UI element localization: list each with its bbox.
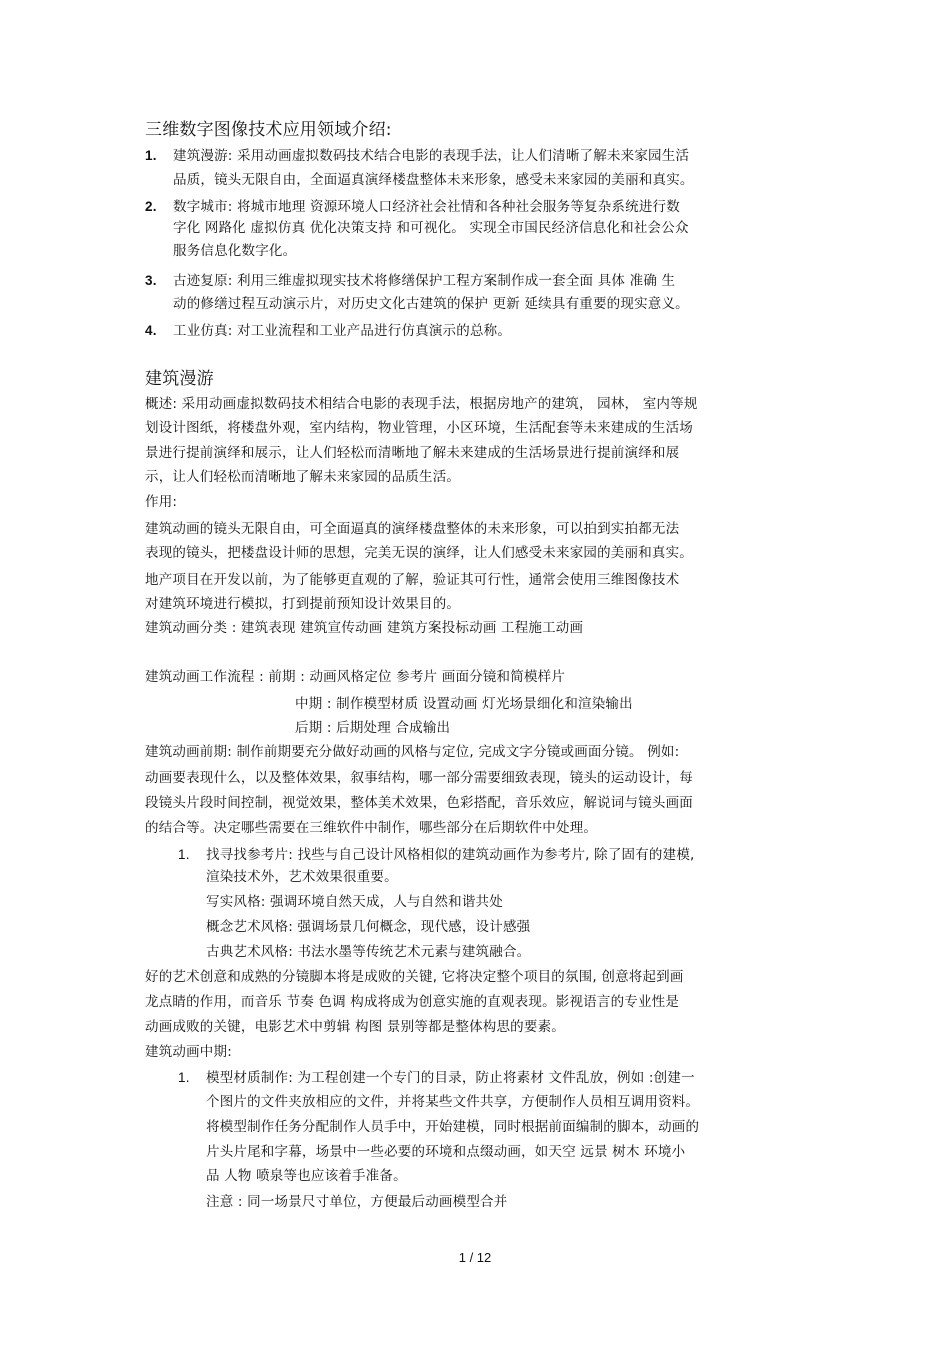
- list-item-line: 动的修缮过程互动演示片，对历史文化古建筑的保护 更新 延续具有重要的现实意义。: [173, 296, 689, 312]
- ref-item-line: 找寻找参考片: 找些与自己设计风格相似的建筑动画作为参考片, 除了固有的建模,: [206, 847, 695, 863]
- mid-stage-label: 建筑动画中期:: [145, 1044, 232, 1060]
- effect-line: 表现的镜头，把楼盘设计师的思想，完美无误的演绎，让人们感受未来家园的美丽和真实。: [145, 545, 693, 561]
- list-item-line: 品质，镜头无限自由，全面逼真演绎楼盘整体未来形象，感受未来家园的美丽和真实。: [173, 172, 694, 188]
- category-line: 建筑动画分类 : 建筑表现 建筑宣传动画 建筑方案投标动画 工程施工动画: [145, 620, 584, 636]
- effect-line: 地产项目在开发以前，为了能够更直观的了解，验证其可行性，通常会使用三维图像技术: [145, 572, 680, 588]
- list-item-line: 建筑漫游: 采用动画虚拟数码技术结合电影的表现手法，让人们清晰了解未来家园生活: [173, 148, 690, 164]
- model-item-line: 个图片的文件夹放相应的文件，并将某些文件共享，方便制作人员相互调用资料。: [206, 1094, 700, 1110]
- storyboard-line: 动画成败的关键，电影艺术中剪辑 构图 景别等都是整体构思的要素。: [145, 1019, 565, 1035]
- section-title: 三维数字图像技术应用领域介绍:: [145, 120, 392, 140]
- pre-stage-line: 建筑动画前期: 制作前期要充分做好动画的风格与定位, 完成文字分镜或画面分镜。 例如:: [145, 744, 680, 760]
- storyboard-line: 好的艺术创意和成熟的分镜脚本将是成败的关键, 它将决定整个项目的氛围, 创意将起到画: [145, 969, 684, 985]
- storyboard-line: 龙点睛的作用，而音乐 节奏 色调 构成将成为创意实施的直观表现。影视语言的专业性是: [145, 994, 680, 1010]
- list-item-line: 字化 网路化 虚拟仿真 优化决策支持 和可视化。 实现全市国民经济信息化和社会公众: [173, 220, 689, 236]
- list-number: 1.: [145, 148, 157, 163]
- model-item-line: 片头片尾和字幕，场景中一些必要的环境和点缀动画，如天空 远景 树木 环境小: [206, 1144, 686, 1160]
- workflow-line: 后期 : 后期处理 合成输出: [295, 720, 451, 736]
- workflow-line: 建筑动画工作流程 : 前期 : 动画风格定位 参考片 画面分镜和简模样片: [145, 669, 566, 685]
- ref-item-line: 古典艺术风格: 书法水墨等传统艺术元素与建筑融合。: [206, 944, 531, 960]
- effect-line: 对建筑环境进行模拟，打到提前预知设计效果目的。: [145, 596, 461, 612]
- pre-stage-line: 的结合等。决定哪些需要在三维软件中制作，哪些部分在后期软件中处理。: [145, 820, 598, 836]
- effect-line: 建筑动画的镜头无限自由，可全面逼真的演绎楼盘整体的未来形象，可以拍到实拍都无法: [145, 521, 680, 537]
- workflow-line: 中期 : 制作模型材质 设置动画 灯光场景细化和渲染输出: [295, 696, 633, 712]
- overview-line: 概述: 采用动画虚拟数码技术相结合电影的表现手法，根据房地产的建筑， 园林， 室内等规: [145, 396, 698, 412]
- list-number: 1.: [178, 847, 190, 862]
- list-number: 2.: [145, 199, 157, 214]
- ref-item-line: 写实风格: 强调环境自然天成，人与自然和谐共处: [206, 894, 503, 910]
- ref-item-line: 概念艺术风格: 强调场景几何概念，现代感，设计感强: [206, 919, 531, 935]
- model-item-line: 注意 : 同一场景尺寸单位，方便最后动画模型合并: [206, 1194, 508, 1210]
- effect-label: 作用:: [145, 494, 178, 510]
- overview-line: 划设计图纸，将楼盘外观，室内结构，物业管理，小区环境，生活配套等未来建成的生活场: [145, 420, 693, 436]
- ref-item-line: 渲染技术外，艺术效果很重要。: [206, 869, 398, 885]
- list-number: 3.: [145, 273, 157, 288]
- list-item-line: 工业仿真: 对工业流程和工业产品进行仿真演示的总称。: [173, 323, 512, 339]
- model-item-line: 品 人物 喷泉等也应该着手准备。: [206, 1168, 407, 1184]
- list-number: 4.: [145, 323, 157, 338]
- pre-stage-line: 动画要表现什么，以及整体效果，叙事结构，哪一部分需要细致表现，镜头的运动设计，每: [145, 770, 693, 786]
- page-number: 1 / 12: [458, 1250, 492, 1265]
- overview-line: 景进行提前演绎和展示，让人们轻松而清晰地了解未来建成的生活场景进行提前演绎和展: [145, 445, 680, 461]
- list-item-line: 古迹复原: 利用三维虚拟现实技术将修缮保护工程方案制作成一套全面 具体 准确 生: [173, 273, 676, 289]
- list-number: 1.: [178, 1070, 190, 1085]
- model-item-line: 模型材质制作: 为工程创建一个专门的目录，防止将素材 文件乱放，例如 :创建一: [206, 1070, 695, 1086]
- list-item-line: 数字城市: 将城市地理 资源环境人口经济社会社情和各种社会服务等复杂系统进行数: [173, 199, 680, 215]
- model-item-line: 将模型制作任务分配制作人员手中，开始建模，同时根据前面编制的脚本，动画的: [206, 1119, 700, 1135]
- pre-stage-line: 段镜头片段时间控制，视觉效果，整体美术效果，色彩搭配，音乐效应，解说词与镜头画面: [145, 795, 693, 811]
- section-heading: 建筑漫游: [145, 369, 214, 389]
- list-item-line: 服务信息化数字化。: [173, 243, 297, 259]
- overview-line: 示，让人们轻松而清晰地了解未来家园的品质生活。: [145, 469, 461, 485]
